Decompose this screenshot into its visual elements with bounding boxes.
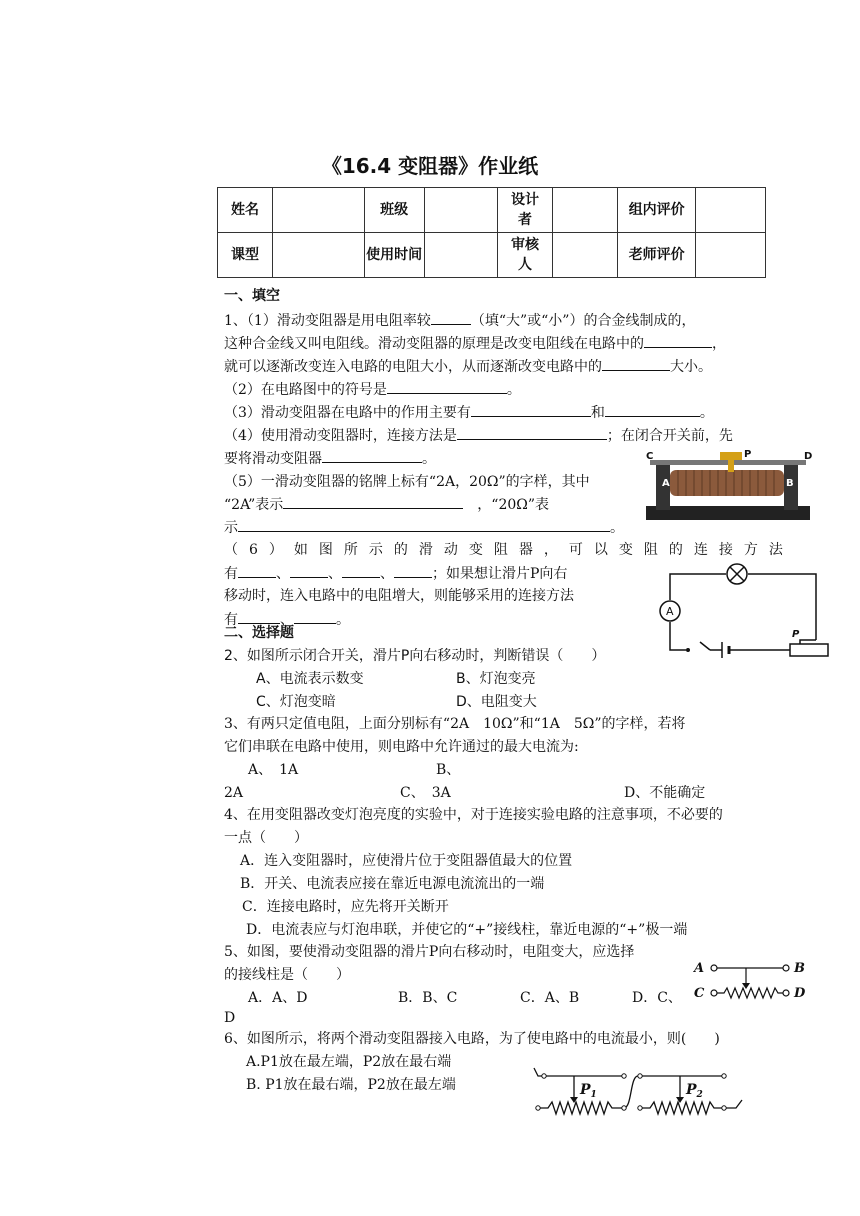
q1-p3b: 和 [590, 405, 605, 421]
q5-label-c: C [694, 986, 705, 1001]
designer-cell[interactable] [553, 188, 618, 233]
q5-option-a[interactable]: A．A、D [248, 990, 308, 1006]
blank-method4[interactable] [394, 563, 432, 578]
q1-p4c: 要将滑动变阻器 [224, 451, 322, 467]
blank-method3[interactable] [342, 563, 380, 578]
q4-option-a[interactable]: A．连入变阻器时，应使滑片位于变阻器值最大的位置 [240, 853, 573, 869]
q1-part5-line3 [224, 517, 624, 538]
blank-current[interactable] [602, 356, 670, 371]
q1-part6-line1 [224, 540, 794, 560]
blank-right-method2[interactable] [294, 609, 336, 624]
q1-p6b: 有 [224, 566, 238, 582]
q1-p6f: 有 [224, 612, 238, 628]
wire-top-left [670, 574, 726, 600]
q2-option-d[interactable]: D、电阻变大 [456, 694, 537, 710]
rheostat-label-c: C [646, 451, 654, 462]
q1-p3c: 。 [699, 405, 714, 421]
rheostat-label-d: D [804, 451, 813, 462]
q2-stem: 2、如图所示闭合开关，滑片P向右移动时，判断错误（ ） [224, 648, 606, 664]
q4-option-b[interactable]: B．开关、电流表应接在靠近电源电流流出的一端 [240, 876, 545, 892]
q6-rheostats-figure [526, 1064, 756, 1122]
q1-p4a: （4）使用滑动变阻器时，连接方法是 [224, 428, 457, 444]
q2-option-a[interactable]: A、电流表示数变 [256, 671, 364, 687]
q5-label-a: A [694, 961, 705, 976]
q1-l3b: 大小。 [670, 359, 712, 375]
blank-resistivity[interactable] [431, 310, 471, 325]
rheostat-label-b: B [786, 478, 794, 489]
label-designer [497, 188, 553, 233]
q1-p6a: （6）如图所示的滑动变阻器，可以变阻的连接方法 [224, 542, 794, 558]
q6-left-resistor [540, 1102, 622, 1114]
q6-option-a[interactable]: A.P1放在最左端，P2放在最右端 [246, 1054, 452, 1070]
q5-line2: 的接线柱是（ ） [224, 967, 350, 983]
q3-option-b[interactable]: B、 [436, 762, 461, 778]
q3-option-c[interactable]: C、 3A [400, 785, 451, 801]
section-heading-choice: 二、选择题 [224, 625, 294, 641]
q5-option-c[interactable]: C．A、B [520, 990, 580, 1006]
rheostat-symbol [790, 644, 828, 656]
label-designer-text: 设计者 [510, 192, 539, 228]
q6-p1-label [579, 1082, 597, 1100]
q6-stem: 6、如图所示，将两个滑动变阻器接入电路，为了使电路中的电流最小，则( ) [224, 1031, 720, 1047]
q5-label-b: B [794, 961, 805, 976]
blank-method2[interactable] [290, 563, 328, 578]
rheostat-label-p: P [744, 449, 752, 460]
time-cell[interactable] [424, 233, 497, 278]
switch-contact [686, 648, 690, 652]
q3-option-d[interactable]: D、不能确定 [624, 785, 706, 801]
q6-p2-subscript: 2 [696, 1090, 703, 1100]
label-group-eval: 组内评价 [618, 188, 696, 233]
reviewer-cell[interactable] [553, 233, 618, 278]
q5-option-b[interactable]: B．B、C [398, 990, 458, 1006]
label-reviewer [497, 233, 553, 278]
q1-part5-line1 [224, 472, 590, 492]
q5-label-d: D [794, 986, 806, 1001]
q4-option-c[interactable]: C．连接电路时，应先将开关断开 [242, 899, 449, 915]
q1-p5b: “2A”表示 [224, 497, 284, 513]
circuit-diagram [652, 560, 832, 664]
blank-symbol[interactable] [387, 379, 507, 394]
blank-right-method1[interactable] [238, 609, 280, 624]
q1-l1b: （填“大”或“小”）的合金线制成的， [470, 313, 696, 329]
q4-line1: 4、在用变阻器改变灯泡亮度的实验中，对于连接实验电路的注意事项，不必要的 [224, 807, 723, 823]
q5-option-d-cont: D [224, 1010, 236, 1026]
ammeter-label: A [666, 605, 674, 618]
q4-option-d[interactable]: D．电流表应与灯泡串联，并使它的“+”接线柱，靠近电源的“+”极一端 [246, 922, 688, 938]
section-heading-fill: 一、填空 [224, 288, 280, 304]
q1-p2a: （2）在电路图中的符号是 [224, 382, 387, 398]
q5-rheostat-figure [690, 958, 818, 1004]
q6-connector [624, 1076, 638, 1108]
label-reviewer-text: 审核人 [510, 237, 539, 273]
q1-p5d: 示 [224, 520, 238, 536]
wire-top-right [748, 574, 816, 640]
q6-p1-subscript: 1 [590, 1090, 597, 1100]
q1-p6g: 、 [280, 612, 294, 628]
q6-p2-letter: P [686, 1082, 697, 1098]
q1-p6c3: 、 [380, 566, 394, 582]
q1-p6d: ；如果想让滑片P向右 [432, 566, 568, 582]
blank-method1[interactable] [238, 563, 276, 578]
rheostat-illustration [640, 448, 816, 524]
q1-l2b: ， [712, 336, 726, 352]
q6-p1-letter: P [580, 1082, 591, 1098]
q1-part5-line2 [224, 494, 549, 515]
q3-line2: 它们串联在电路中使用，则电路中允许通过的最大电流为: [224, 739, 579, 755]
q2-option-b[interactable]: B、灯泡变亮 [456, 671, 536, 687]
q3-line1: 3、有两只定值电阻，上面分别标有“2A 10Ω”和“1A 5Ω”的字样，若将 [224, 716, 686, 732]
label-time [364, 233, 424, 278]
q1-part4-line2 [224, 448, 436, 469]
q3-option-a[interactable]: A、 1A [248, 762, 299, 778]
rheostat-label-a: A [662, 478, 670, 489]
q1-part6-line2 [224, 563, 567, 584]
switch-blade [700, 642, 710, 650]
q1-line1 [224, 310, 695, 331]
q1-line3 [224, 356, 712, 377]
q6-right-lead [726, 1100, 742, 1108]
label-teacher-eval: 老师评价 [618, 233, 696, 278]
rheostat-coil [670, 470, 784, 496]
group-eval-cell[interactable] [696, 188, 766, 233]
rheostat-slider-stem [728, 458, 734, 472]
q1-p5c: ，“20Ω”表 [477, 497, 550, 513]
blank-before-close[interactable] [322, 448, 422, 463]
q1-p6h: 。 [336, 612, 350, 628]
q1-part4-line1 [224, 425, 733, 446]
blank-connection[interactable] [457, 425, 607, 440]
q1-part3 [224, 402, 714, 423]
q5-option-d[interactable]: D．C、 [632, 990, 682, 1006]
q1-p6c2: 、 [328, 566, 342, 582]
blank-role1[interactable] [471, 402, 591, 417]
q1-line2 [224, 333, 726, 354]
q1-p4b: ；在闭合开关前，先 [606, 428, 733, 444]
q3-option-b-value: 2A [224, 785, 244, 801]
q6-right-resistor [642, 1102, 722, 1114]
blank-2a-meaning[interactable] [283, 494, 463, 509]
q1-p6e: 移动时，连入电路中的电阻增大，则能够采用的连接方法 [224, 588, 574, 604]
lesson-type-cell[interactable] [272, 233, 364, 278]
q4-line2: 一点（ ） [224, 830, 308, 846]
q1-p3a: （3）滑动变阻器在电路中的作用主要有 [224, 405, 471, 421]
q1-part6-line3 [224, 586, 574, 606]
q5-line1: 5、如图，要使滑动变阻器的滑片P向右移动时，电阻变大，应选择 [224, 944, 635, 960]
q1-p5a: （5）一滑动变阻器的铭牌上标有“2A，20Ω”的字样，其中 [224, 474, 590, 490]
label-class: 班级 [364, 188, 424, 233]
label-name: 姓名 [218, 188, 273, 233]
slider-label: P [792, 629, 800, 640]
q1-part2 [224, 379, 521, 400]
blank-20ohm-meaning[interactable] [238, 517, 610, 532]
q1-p2b: 。 [506, 382, 521, 398]
class-cell[interactable] [424, 188, 497, 233]
q1-p5e: 。 [610, 520, 624, 536]
page-title: 《16.4 变阻器》作业纸 [321, 154, 539, 178]
label-lesson-type: 课型 [218, 233, 273, 278]
teacher-eval-cell[interactable] [696, 233, 766, 278]
q1-l2a: 这种合金线又叫电阻线。滑动变阻器的原理是改变电阻线在电路中的 [224, 336, 644, 352]
q1-p4d: 。 [422, 451, 436, 467]
q5-resistor-wire [717, 988, 783, 998]
label-time-text: 使用时间 [366, 247, 423, 263]
info-table [217, 187, 766, 278]
blank-role2[interactable] [605, 402, 700, 417]
q6-option-b[interactable]: B. P1放在最右端，P2放在最左端 [246, 1077, 456, 1093]
q1-l3a: 就可以逐渐改变连入电路的电阻大小，从而逐渐改变电路中的 [224, 359, 602, 375]
q6-p2-label [685, 1082, 703, 1100]
q2-option-c[interactable]: C、灯泡变暗 [256, 694, 336, 710]
q1-p6c1: 、 [276, 566, 290, 582]
q1-l1a: 1、（1）滑动变阻器是用电阻率较 [224, 313, 431, 329]
blank-length[interactable] [644, 333, 712, 348]
wire-left-bottom [670, 622, 686, 650]
name-cell[interactable] [272, 188, 364, 233]
